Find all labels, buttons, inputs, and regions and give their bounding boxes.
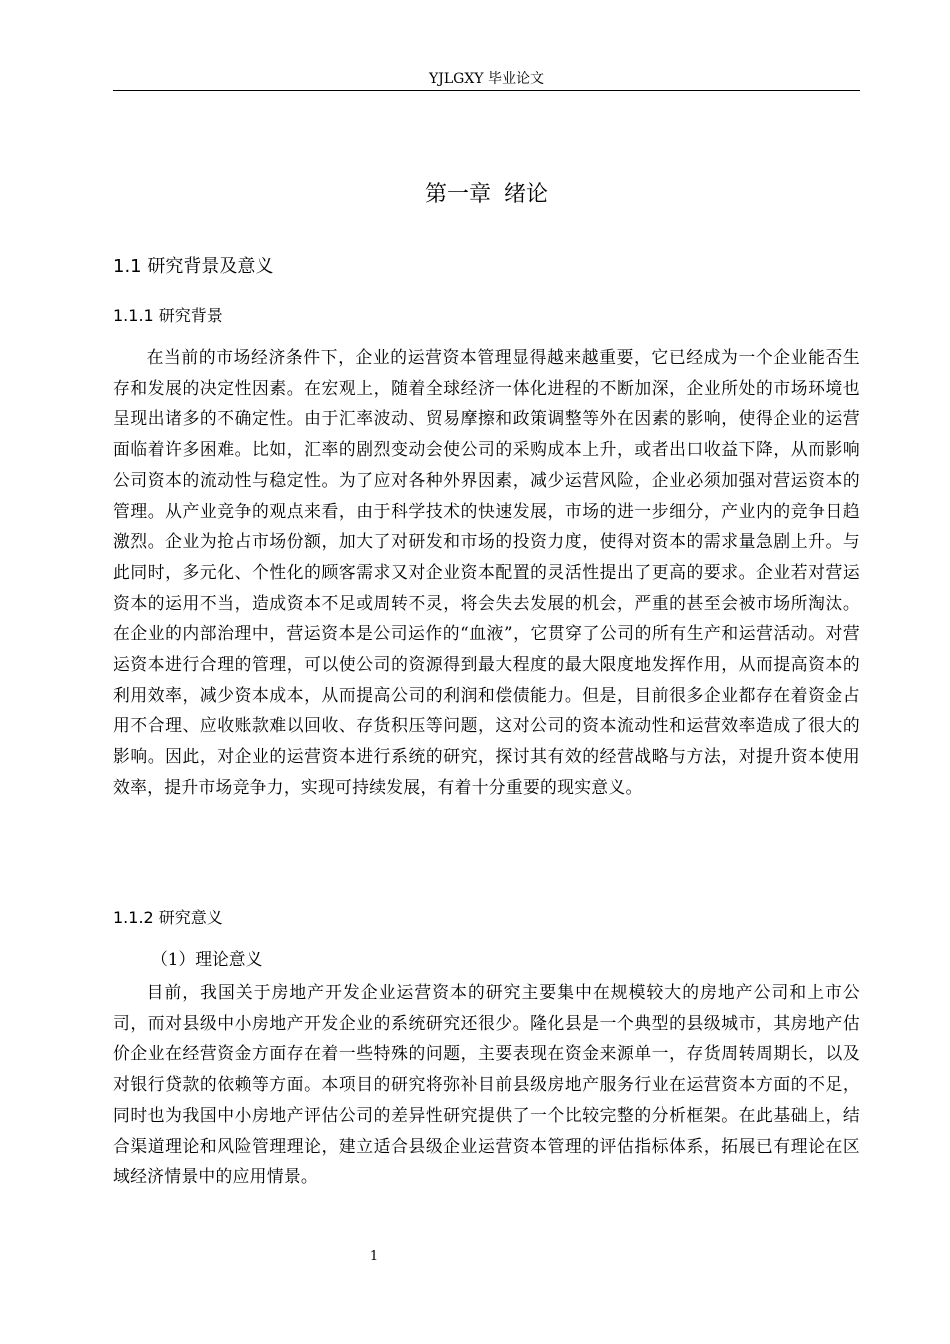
page-header-title: YJLGXY 毕业论文 xyxy=(429,71,544,87)
background-paragraph: 在当前的市场经济条件下，企业的运营资本管理显得越来越重要，它已经成为一个企业能否生存和发展的决定性因素。在宏观上，随着全球经济一体化进程的不断加深，企业所处的市场环境也呈现出诸多的不确定性。由于汇率波动、贸易摩擦和政策调整等外在因素的影响，使得企业的运营面临着许多困难。比如，汇率的剧烈变动会使公司的采购成本上升，或者出口收益下降，从而影响公司资本的流动性与稳定性。为了应对各种外界因素，减少运营风险，企业必须加强对营运资本的管理。从产业竞争的观点来看，由于科学技术的快速发展，市场的进一步细分，产业内的竞争日趋激烈。企业为抢占市场份额，加大了对研发和市场的投资力度，使得对资本的需求量急剧上升。与此同时，多元化、个性化的顾客需求又对企业资本配置的灵活性提出了更高的要求。企业若对营运资本的运用不当，造成资本不足或周转不灵，将会失去发展的机会，严重的甚至会被市场所淘汰。在企业的内部治理中，营运资本是公司运作的“血液”，它贯穿了公司的所有生产和运营活动。对营运资本进行合理的管理，可以使公司的资源得到最大程度的最大限度地发挥作用，从而提高资本的利用效率，减少资本成本，从而提高公司的利润和偿债能力。但是，目前很多企业都存在着资金占用不合理、应收账款难以回收、存货积压等问题，这对公司的资本流动性和运营效率造成了很大的影响。因此，对企业的运营资本进行系统的研究，探讨其有效的经营战略与方法，对提升资本使用效率，提升市场竞争力，实现可持续发展，有着十分重要的现实意义。 xyxy=(113,347,860,797)
header-divider xyxy=(113,90,860,91)
significance-paragraph: 目前，我国关于房地产开发企业运营资本的研究主要集中在规模较大的房地产公司和上市公司，而对县级中小房地产开发企业的系统研究还很少。隆化县是一个典型的县级城市，其房地产估价企业在经营资金方面存在着一些特殊的问题，主要表现在资金来源单一，存货周转周期长，以及对银行贷款的依赖等方面。本项目的研究将弥补目前县级房地产服务行业在运营资本方面的不足，同时也为我国中小房地产评估公司的差异性研究提供了一个比较完整的分析框架。在此基础上，结合渠道理论和风险管理理论，建立适合县级企业运营资本管理的评估指标体系，拓展已有理论在区域经济情景中的应用情景。 xyxy=(113,982,860,1187)
page-number: 1 xyxy=(369,1249,379,1264)
section-heading: 1.1 研究背景及意义 xyxy=(113,256,274,277)
subsection-heading-significance: 1.1.2 研究意义 xyxy=(113,908,223,927)
theory-significance-label: （1）理论意义 xyxy=(151,949,263,969)
chapter-title: 第一章 绪论 xyxy=(425,182,548,207)
subsection-heading-background: 1.1.1 研究背景 xyxy=(113,306,223,325)
